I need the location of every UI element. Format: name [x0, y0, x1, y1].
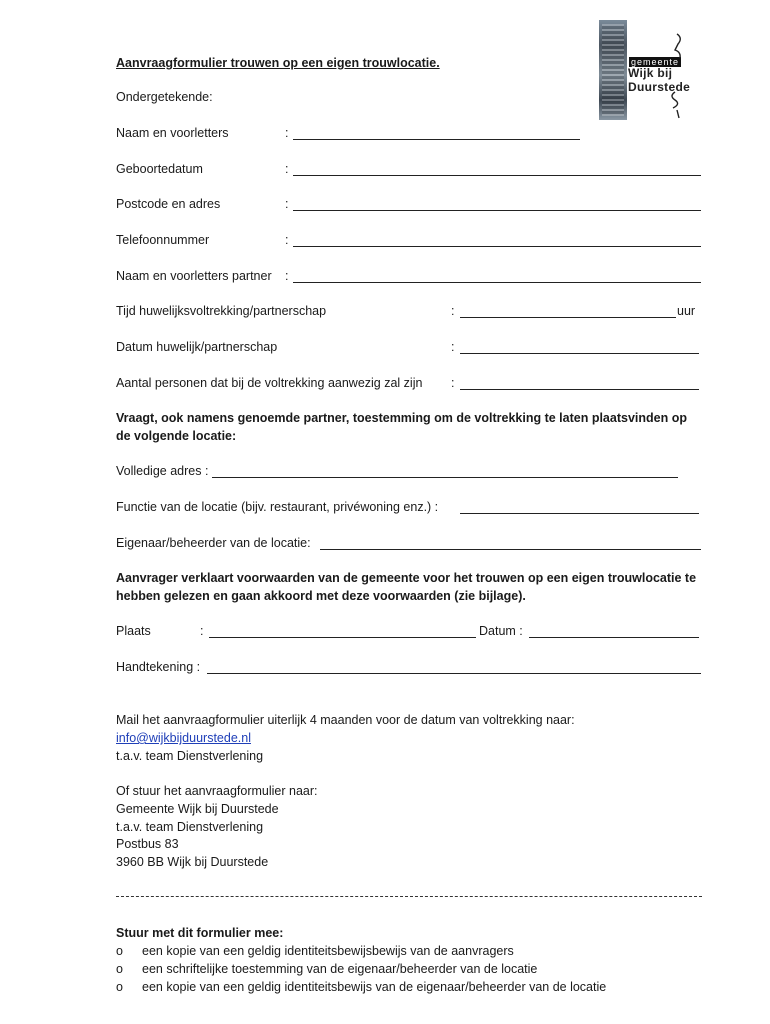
time-suffix: uur: [677, 304, 696, 318]
logo-decoration-icon: [663, 30, 693, 120]
full-address-label: Volledige adres :: [116, 464, 209, 478]
logo-name-text: Wijk bij Duurstede: [628, 66, 691, 94]
declaration-line-1: Aanvrager verklaart voorwaarden van de gemeente voor het trouwen op een eigen trouwlocatie te: [116, 571, 697, 585]
attachment-item: een kopie van een geldig identiteitsbewijsbewijs van de aanvragers: [142, 944, 514, 958]
mail-instruction: Mail het aanvraagformulier uiterlijk 4 maanden voor de datum van voltrekking naar:: [116, 713, 575, 727]
full-address-field[interactable]: [212, 477, 678, 478]
signature-label: Handtekening :: [116, 660, 201, 674]
place-field[interactable]: [209, 637, 476, 638]
birthdate-label: Geboortedatum: [116, 162, 203, 176]
date-ceremony-label: Datum huwelijk/partnerschap: [116, 340, 278, 354]
date-field[interactable]: [529, 637, 699, 638]
attachments-heading: Stuur met dit formulier mee:: [116, 926, 284, 940]
logo-gemeente-text: gemeente: [631, 57, 680, 67]
declaration-line-2: hebben gelezen en gaan akkoord met deze voorwaarden (zie bijlage).: [116, 589, 526, 603]
place-label: Plaats: [116, 624, 151, 638]
signature-field[interactable]: [207, 673, 701, 674]
owner-field[interactable]: [320, 549, 701, 550]
date-ceremony-field[interactable]: [460, 353, 699, 354]
location-function-field[interactable]: [460, 513, 699, 514]
birthdate-colon: :: [285, 162, 289, 176]
phone-colon: :: [285, 233, 289, 247]
undersigned-label: Ondergetekende:: [116, 90, 213, 104]
phone-label: Telefoonnummer: [116, 233, 210, 247]
post-address-line: Gemeente Wijk bij Duurstede: [116, 802, 279, 816]
name-field[interactable]: [293, 139, 580, 140]
time-field[interactable]: [460, 317, 676, 318]
phone-field[interactable]: [293, 246, 701, 247]
location-function-label: Functie van de locatie (bijv. restaurant, privéwoning enz.) :: [116, 500, 439, 514]
request-heading-2: de volgende locatie:: [116, 429, 237, 443]
address-field[interactable]: [293, 210, 701, 211]
guests-field[interactable]: [460, 389, 699, 390]
name-label: Naam en voorletters: [116, 126, 229, 140]
time-label: Tijd huwelijksvoltrekking/partnerschap: [116, 304, 327, 318]
attachment-item: een kopie van een geldig identiteitsbewijs van de eigenaar/beheerder van de locatie: [142, 980, 607, 994]
name-colon: :: [285, 126, 289, 140]
owner-label: Eigenaar/beheerder van de locatie:: [116, 536, 311, 550]
bullet-icon: o: [116, 944, 123, 958]
place-colon: :: [200, 624, 204, 638]
partner-name-label: Naam en voorletters partner: [116, 269, 272, 283]
municipality-logo: [599, 20, 729, 120]
date-ceremony-colon: :: [451, 340, 455, 354]
bullet-icon: o: [116, 980, 123, 994]
birthdate-field[interactable]: [293, 175, 701, 176]
request-heading-1: Vraagt, ook namens genoemde partner, toestemming om de voltrekking te laten plaatsvinden op: [116, 411, 687, 425]
form-title: Aanvraagformulier trouwen op een eigen trouwlocatie.: [116, 56, 440, 70]
guests-colon: :: [451, 376, 455, 390]
dashed-divider: [116, 896, 702, 897]
date-label: Datum :: [479, 624, 523, 638]
partner-name-field[interactable]: [293, 282, 701, 283]
time-colon: :: [451, 304, 455, 318]
post-address-line: t.a.v. team Dienstverlening: [116, 820, 264, 834]
mail-attention: t.a.v. team Dienstverlening: [116, 749, 264, 763]
post-address-line: 3960 BB Wijk bij Duurstede: [116, 855, 269, 869]
guests-label: Aantal personen dat bij de voltrekking aanwezig zal zijn: [116, 376, 423, 390]
email-link[interactable]: info@wijkbijduurstede.nl: [116, 731, 251, 745]
partner-name-colon: :: [285, 269, 289, 283]
address-colon: :: [285, 197, 289, 211]
post-intro: Of stuur het aanvraagformulier naar:: [116, 784, 318, 798]
attachment-item: een schriftelijke toestemming van de eigenaar/beheerder van de locatie: [142, 962, 538, 976]
address-label: Postcode en adres: [116, 197, 221, 211]
post-address-line: Postbus 83: [116, 837, 179, 851]
bullet-icon: o: [116, 962, 123, 976]
tower-image: [599, 20, 627, 120]
